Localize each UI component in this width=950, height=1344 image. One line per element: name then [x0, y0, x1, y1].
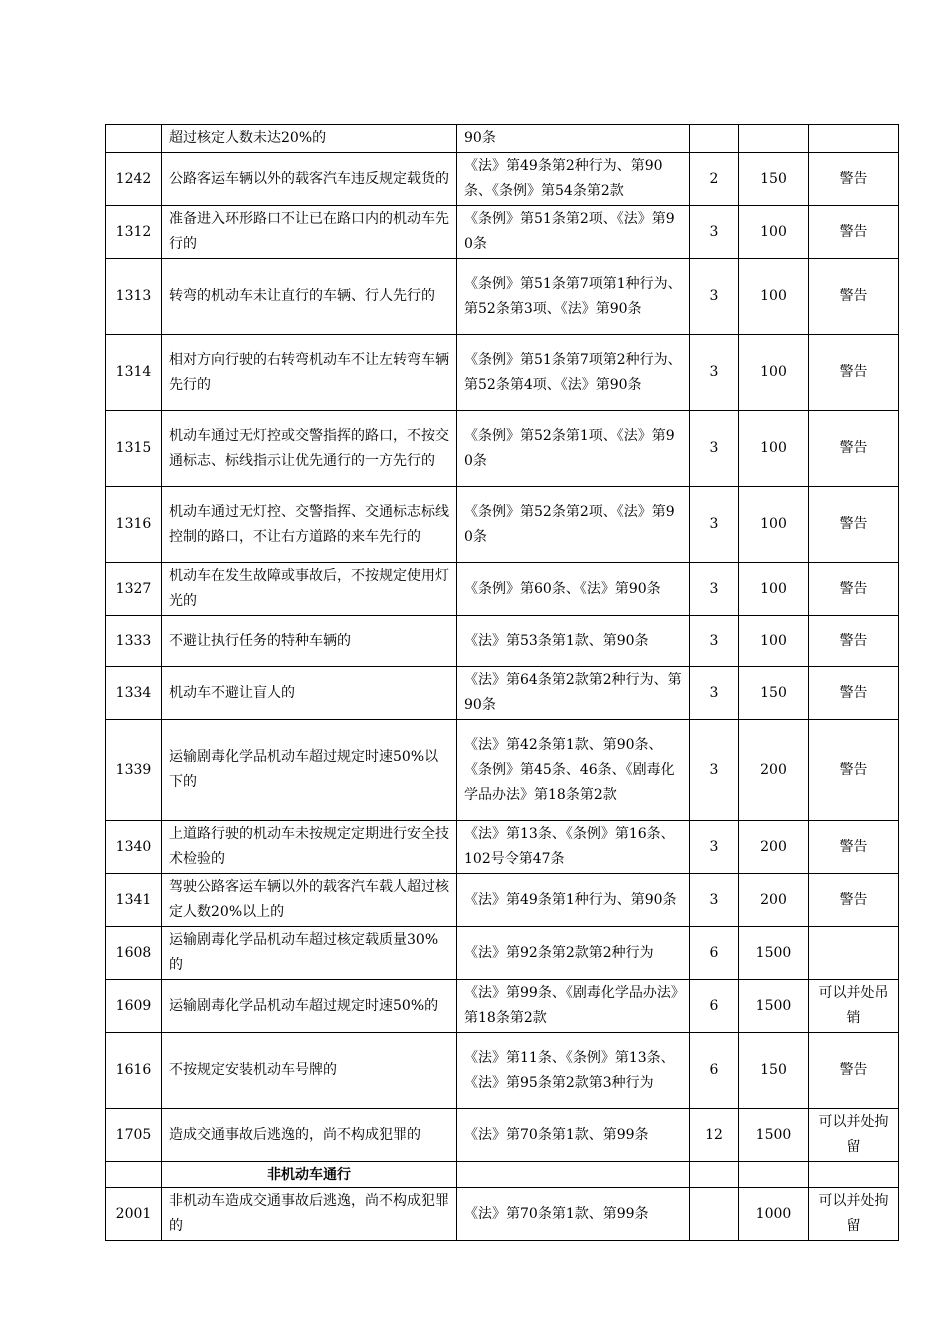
violation-description-cell: 机动车不避让盲人的	[162, 667, 457, 720]
fine-amount-cell: 100	[739, 259, 809, 335]
violation-description-cell: 上道路行驶的机动车未按规定定期进行安全技术检验的	[162, 821, 457, 874]
violation-table-body	[106, 125, 899, 1241]
penalty-points-cell: 3	[690, 821, 739, 874]
violation-code-cell: 1705	[106, 1109, 162, 1162]
fine-amount-cell: 1500	[739, 1109, 809, 1162]
legal-basis-cell: 《法》第13条、《条例》第16条、102号令第47条	[457, 821, 690, 874]
violation-code-cell: 1340	[106, 821, 162, 874]
other-penalty-cell: 警告	[809, 1033, 899, 1109]
violation-description-cell: 不避让执行任务的特种车辆的	[162, 616, 457, 667]
other-penalty-cell: 警告	[809, 335, 899, 411]
penalty-points-cell	[690, 1188, 739, 1241]
penalty-points-cell: 3	[690, 563, 739, 616]
fine-amount-cell: 100	[739, 487, 809, 563]
penalty-points-cell: 6	[690, 980, 739, 1033]
table-row	[106, 411, 899, 487]
fine-amount-cell: 100	[739, 411, 809, 487]
violation-description-cell: 运输剧毒化学品机动车超过规定时速50%的	[162, 980, 457, 1033]
fine-amount-cell: 1500	[739, 980, 809, 1033]
violation-code-cell: 1314	[106, 335, 162, 411]
violation-description-cell: 机动车通过无灯控、交警指挥、交通标志标线控制的路口，不让右方道路的来车先行的	[162, 487, 457, 563]
violation-description-cell: 超过核定人数未达20%的	[162, 125, 457, 153]
legal-basis-cell: 《法》第70条第1款、第99条	[457, 1109, 690, 1162]
violation-description-cell: 转弯的机动车未让直行的车辆、行人先行的	[162, 259, 457, 335]
penalty-points-cell: 3	[690, 206, 739, 259]
penalty-points-cell: 3	[690, 411, 739, 487]
section-empty-cell	[457, 1162, 690, 1188]
other-penalty-cell: 警告	[809, 874, 899, 927]
table-row	[106, 927, 899, 980]
table-row	[106, 487, 899, 563]
penalty-points-cell: 2	[690, 153, 739, 206]
violation-code-cell: 1616	[106, 1033, 162, 1109]
other-penalty-cell	[809, 927, 899, 980]
legal-basis-cell: 《条例》第52条第2项、《法》第90条	[457, 487, 690, 563]
violation-description-cell: 公路客运车辆以外的载客汽车违反规定载货的	[162, 153, 457, 206]
fine-amount-cell: 150	[739, 153, 809, 206]
section-title: 非机动车通行	[162, 1162, 457, 1188]
penalty-points-cell: 12	[690, 1109, 739, 1162]
section-empty-cell	[106, 1162, 162, 1188]
legal-basis-cell: 《条例》第51条第7项第1种行为、第52条第3项、《法》第90条	[457, 259, 690, 335]
violation-description-cell: 造成交通事故后逃逸的，尚不构成犯罪的	[162, 1109, 457, 1162]
penalty-points-cell: 3	[690, 487, 739, 563]
legal-basis-cell: 《条例》第60条、《法》第90条	[457, 563, 690, 616]
table-row	[106, 980, 899, 1033]
other-penalty-cell: 警告	[809, 821, 899, 874]
penalty-points-cell: 6	[690, 1033, 739, 1109]
table-row	[106, 1033, 899, 1109]
table-row	[106, 563, 899, 616]
legal-basis-cell: 《法》第99条、《剧毒化学品办法》第18条第2款	[457, 980, 690, 1033]
table-row	[106, 720, 899, 821]
other-penalty-cell: 可以并处拘留	[809, 1109, 899, 1162]
other-penalty-cell: 可以并处吊销	[809, 980, 899, 1033]
violation-description-cell: 运输剧毒化学品机动车超过规定时速50%以下的	[162, 720, 457, 821]
fine-amount-cell: 150	[739, 1033, 809, 1109]
other-penalty-cell: 警告	[809, 259, 899, 335]
violation-code-cell: 1608	[106, 927, 162, 980]
other-penalty-cell: 警告	[809, 563, 899, 616]
legal-basis-cell: 《法》第64条第2款第2种行为、第90条	[457, 667, 690, 720]
violation-code-cell: 1339	[106, 720, 162, 821]
violation-description-cell: 机动车在发生故障或事故后，不按规定使用灯光的	[162, 563, 457, 616]
legal-basis-cell: 《条例》第52条第1项、《法》第90条	[457, 411, 690, 487]
legal-basis-cell: 《法》第49条第1种行为、第90条	[457, 874, 690, 927]
fine-amount-cell: 1000	[739, 1188, 809, 1241]
table-row	[106, 1109, 899, 1162]
violation-description-cell: 不按规定安装机动车号牌的	[162, 1033, 457, 1109]
section-header-row	[106, 1162, 899, 1188]
other-penalty-cell: 可以并处拘留	[809, 1188, 899, 1241]
fine-amount-cell: 100	[739, 206, 809, 259]
penalty-points-cell: 3	[690, 720, 739, 821]
section-empty-cell	[809, 1162, 899, 1188]
violation-code-cell: 1313	[106, 259, 162, 335]
penalty-points-cell	[690, 125, 739, 153]
fine-amount-cell: 100	[739, 335, 809, 411]
table-row	[106, 259, 899, 335]
fine-amount-cell: 150	[739, 667, 809, 720]
legal-basis-cell: 《条例》第51条第7项第2种行为、第52条第4项、《法》第90条	[457, 335, 690, 411]
fine-amount-cell: 1500	[739, 927, 809, 980]
violation-description-cell: 驾驶公路客运车辆以外的载客汽车载人超过核定人数20%以上的	[162, 874, 457, 927]
section-empty-cell	[690, 1162, 739, 1188]
table-row	[106, 335, 899, 411]
fine-amount-cell: 200	[739, 874, 809, 927]
legal-basis-cell: 90条	[457, 125, 690, 153]
penalty-points-cell: 6	[690, 927, 739, 980]
violation-code-cell: 1327	[106, 563, 162, 616]
section-empty-cell	[739, 1162, 809, 1188]
violation-code-cell: 1333	[106, 616, 162, 667]
fine-amount-cell: 200	[739, 821, 809, 874]
table-row	[106, 1188, 899, 1241]
legal-basis-cell: 《法》第49条第2种行为、第90条、《条例》第54条第2款	[457, 153, 690, 206]
table-row	[106, 667, 899, 720]
violation-description-cell: 机动车通过无灯控或交警指挥的路口，不按交通标志、标线指示让优先通行的一方先行的	[162, 411, 457, 487]
violation-table	[105, 124, 899, 1241]
legal-basis-cell: 《法》第11条、《条例》第13条、《法》第95条第2款第3种行为	[457, 1033, 690, 1109]
table-row	[106, 206, 899, 259]
table-row	[106, 616, 899, 667]
penalty-points-cell: 3	[690, 616, 739, 667]
violation-description-cell: 准备进入环形路口不让已在路口内的机动车先行的	[162, 206, 457, 259]
other-penalty-cell: 警告	[809, 667, 899, 720]
legal-basis-cell: 《条例》第51条第2项、《法》第90条	[457, 206, 690, 259]
fine-amount-cell: 100	[739, 563, 809, 616]
violation-code-cell	[106, 125, 162, 153]
other-penalty-cell: 警告	[809, 153, 899, 206]
violation-code-cell: 1334	[106, 667, 162, 720]
violation-description-cell: 相对方向行驶的右转弯机动车不让左转弯车辆先行的	[162, 335, 457, 411]
violation-code-cell: 2001	[106, 1188, 162, 1241]
other-penalty-cell: 警告	[809, 411, 899, 487]
legal-basis-cell: 《法》第53条第1款、第90条	[457, 616, 690, 667]
violation-code-cell: 1609	[106, 980, 162, 1033]
other-penalty-cell: 警告	[809, 206, 899, 259]
violation-code-cell: 1315	[106, 411, 162, 487]
other-penalty-cell	[809, 125, 899, 153]
fine-amount-cell: 200	[739, 720, 809, 821]
table-row	[106, 125, 899, 153]
table-row	[106, 874, 899, 927]
violation-code-cell: 1316	[106, 487, 162, 563]
fine-amount-cell: 100	[739, 616, 809, 667]
table-row	[106, 821, 899, 874]
legal-basis-cell: 《法》第70条第1款、第99条	[457, 1188, 690, 1241]
other-penalty-cell: 警告	[809, 487, 899, 563]
violation-description-cell: 运输剧毒化学品机动车超过核定载质量30%的	[162, 927, 457, 980]
legal-basis-cell: 《法》第42条第1款、第90条、《条例》第45条、46条、《剧毒化学品办法》第18条第2款	[457, 720, 690, 821]
other-penalty-cell: 警告	[809, 720, 899, 821]
violation-description-cell: 非机动车造成交通事故后逃逸，尚不构成犯罪的	[162, 1188, 457, 1241]
violation-code-cell: 1242	[106, 153, 162, 206]
penalty-points-cell: 3	[690, 335, 739, 411]
penalty-points-cell: 3	[690, 259, 739, 335]
other-penalty-cell: 警告	[809, 616, 899, 667]
penalty-points-cell: 3	[690, 667, 739, 720]
violation-code-cell: 1312	[106, 206, 162, 259]
table-row	[106, 153, 899, 206]
penalty-points-cell: 3	[690, 874, 739, 927]
fine-amount-cell	[739, 125, 809, 153]
legal-basis-cell: 《法》第92条第2款第2种行为	[457, 927, 690, 980]
violation-code-cell: 1341	[106, 874, 162, 927]
